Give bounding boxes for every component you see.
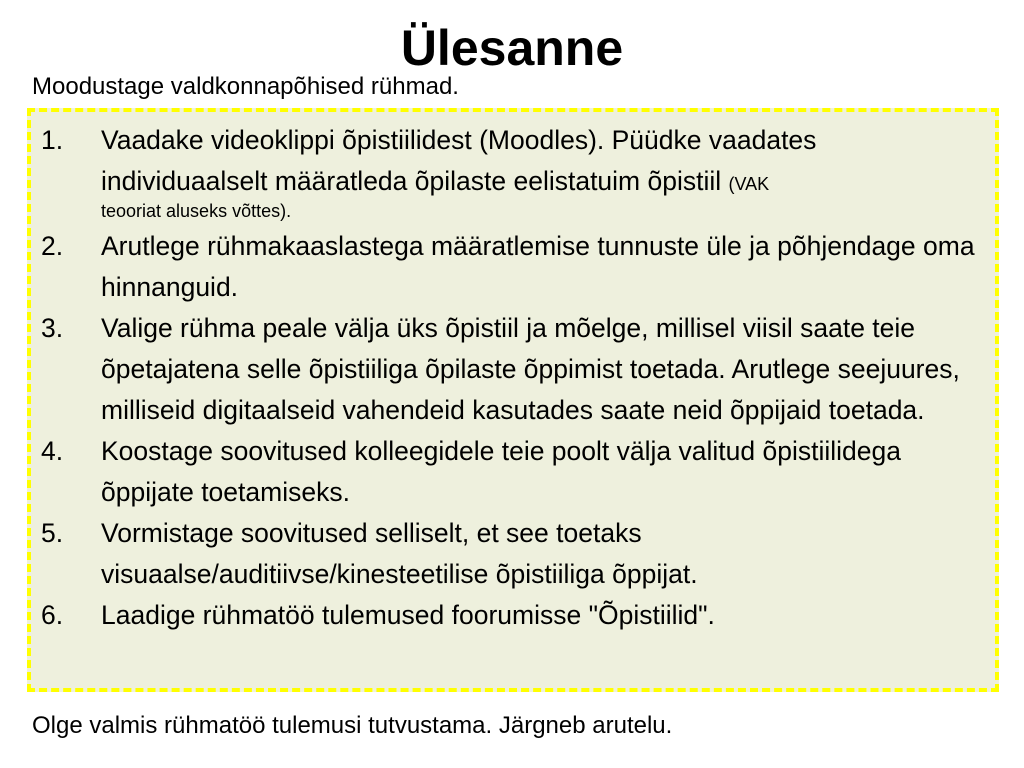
task-box: [27, 108, 999, 692]
task-number: 2.: [41, 231, 64, 261]
page-title: Ülesanne: [400, 20, 624, 76]
task-number: 1.: [41, 125, 64, 155]
task-list: [41, 120, 989, 636]
task-text: Koostage soovitused kolleegidele teie poolt välja valitud õpistiilidega õppijate toetamiseks.: [101, 436, 901, 507]
task-text: Vormistage soovitused selliselt, et see toetaks visuaalse/auditiivse/kinesteetilise õpistiiliga õppijat.: [101, 518, 698, 589]
task-item-1: [41, 120, 989, 226]
task-number: 6.: [41, 600, 64, 630]
task-text: Arutlege rühmakaaslastega määratlemise tunnuste üle ja põhjendage oma hinnanguid.: [101, 231, 975, 302]
task-note: (VAK: [728, 174, 770, 194]
subtitle: Moodustage valdkonnapõhised rühmad.: [32, 73, 459, 100]
task-item-5: [41, 513, 989, 595]
footer-text: Olge valmis rühmatöö tulemusi tutvustama. Järgneb arutelu.: [32, 712, 673, 739]
task-text: Valige rühma peale välja üks õpistiil ja mõelge, millisel viisil saate teie õpetajatena selle õpistiiliga õpilaste õppimist toetada. Arutlege seejuures, milliseid digitaalseid vahendeid kasutades saate neid õppijaid toetada.: [101, 313, 960, 425]
task-number: 5.: [41, 518, 64, 548]
task-number: 4.: [41, 436, 64, 466]
task-note-continued: teooriat aluseks võttes).: [101, 201, 292, 221]
task-item-4: [41, 431, 989, 513]
task-text: Vaadake videoklippi õpistiilidest (Moodles). Püüdke vaadates individuaalselt määratleda õpilaste eelistatuim õpistiil: [101, 125, 817, 196]
task-item-6: [41, 595, 989, 636]
task-item-3: [41, 308, 989, 431]
task-number: 3.: [41, 313, 64, 343]
task-text: Laadige rühmatöö tulemused foorumisse "Õpistiilid".: [101, 600, 715, 630]
task-item-2: [41, 226, 989, 308]
